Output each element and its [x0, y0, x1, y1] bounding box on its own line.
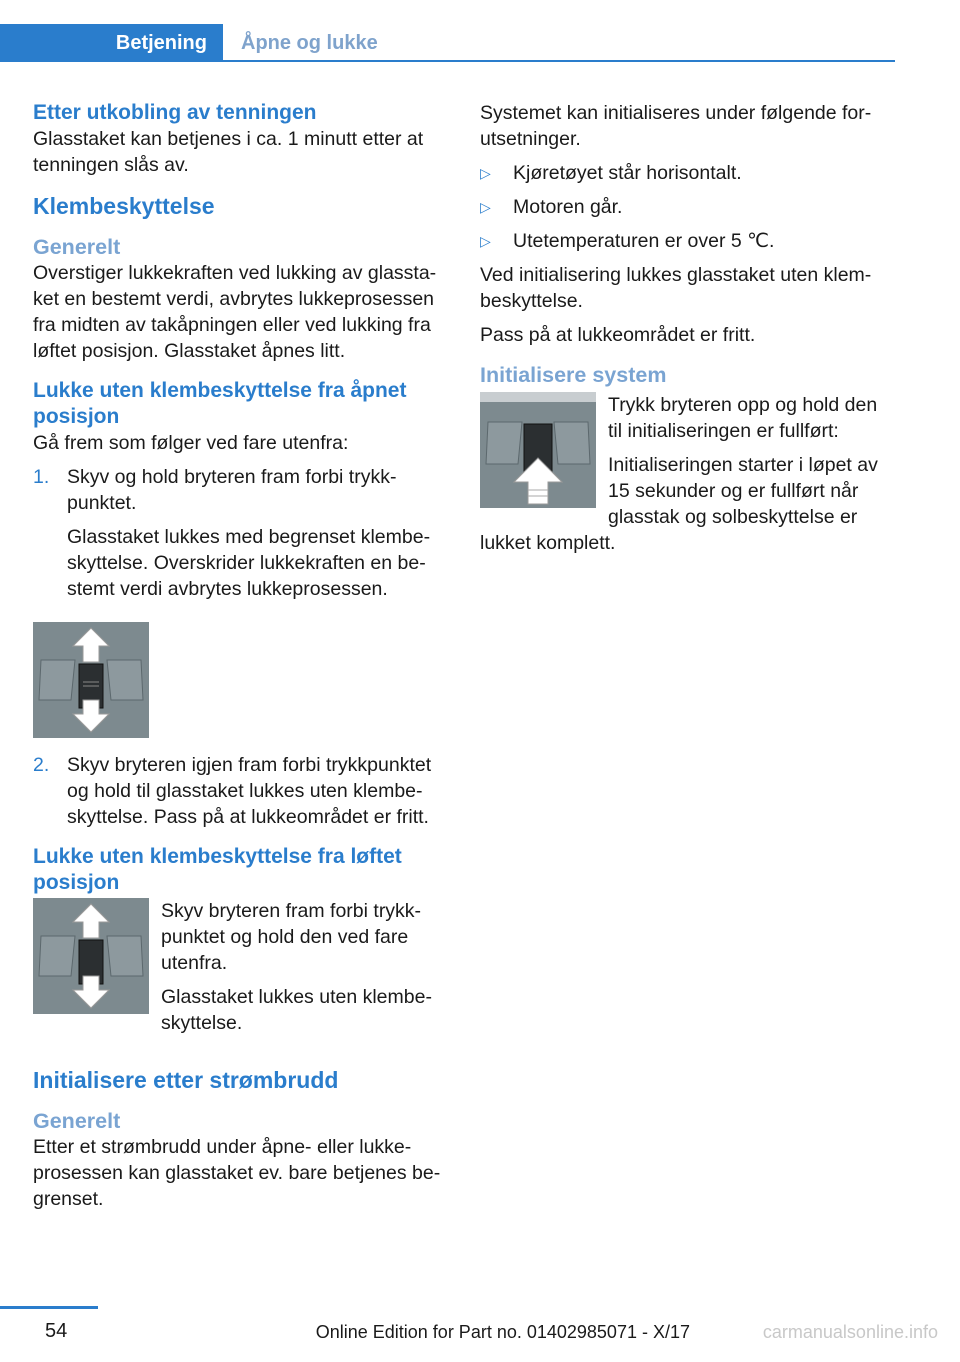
section-title-klembeskyttelse: Klembeskyttelse: [33, 193, 215, 219]
edition-text: Online Edition for Part no. 01402985071 - X/17: [315, 1322, 690, 1342]
list-item: [480, 228, 890, 254]
page-number: 54: [45, 1320, 68, 1342]
header-tabs: [0, 24, 895, 62]
switch-up-illustration: [480, 392, 596, 508]
list-item: [480, 160, 890, 186]
left-column: [33, 100, 448, 1220]
section-title-initialisere-system: Initialisere system: [480, 363, 667, 387]
tab-betjening[interactable]: Betjening: [0, 24, 223, 62]
list-item-step-2: [33, 752, 448, 830]
figure-with-text: [33, 898, 448, 1044]
step-number: 2.: [33, 754, 50, 776]
watermark: carmanualsonline.info: [762, 1322, 938, 1342]
paragraph: Skyv bryteren fram forbi trykk-punktet og hold den ved fare utenfra.: [161, 900, 422, 974]
paragraph: Glasstaket lukkes uten klembe-skyttelse.: [161, 986, 432, 1034]
step-text: Skyv bryteren igjen fram forbi trykkpunktet og hold til glasstaket lukkes uten klembe-skyttelse. Pass på at lukkeområdet er fritt.: [67, 754, 432, 828]
triangle-right-icon: ▷: [480, 165, 491, 181]
paragraph: Etter et strømbrudd under åpne- eller lukke-prosessen kan glasstaket ev. bare betjenes be-grenset.: [33, 1136, 441, 1210]
switch-push-image: [33, 898, 149, 1014]
list-item: [480, 194, 890, 220]
paragraph: Initialiseringen starter i løpet av 15 sekunder og er fullført når glasstak og solbeskyttelse er lukket komplett.: [480, 454, 878, 554]
paragraph: Gå frem som følger ved fare utenfra:: [33, 432, 349, 454]
switch-up-down-illustration: [33, 898, 149, 1014]
bullet-text: Motoren går.: [513, 196, 623, 218]
step-text: Skyv og hold bryteren fram forbi trykk-punktet.: [67, 466, 397, 514]
section-title-loftet-posisjon: Lukke uten klembeskyttelse fra løftet posisjon: [33, 845, 402, 894]
subheading-generelt: Generelt: [33, 1109, 121, 1133]
switch-up-down-illustration: [33, 622, 149, 738]
switch-push-up-image: [480, 392, 596, 508]
paragraph: Systemet kan initialiseres under følgende for-utsetninger.: [480, 102, 872, 150]
subheading-generelt: Generelt: [33, 235, 121, 259]
figure-with-text: [480, 392, 890, 556]
switch-push-image: [33, 622, 149, 738]
right-column: [480, 100, 890, 564]
footer-rule: [0, 1306, 98, 1309]
paragraph: Glasstaket kan betjenes i ca. 1 minutt etter at tenningen slås av.: [33, 128, 424, 176]
paragraph: Overstiger lukkekraften ved lukking av glassta-ket en bestemt verdi, avbrytes lukkeprosessen fra midten av takåpningen eller ved lukking fra løftet posisjon. Glasstaket åpnes litt.: [33, 262, 437, 362]
triangle-right-icon: ▷: [480, 233, 491, 249]
step-number: 1.: [33, 466, 50, 488]
section-title-stromrudd: Initialisere etter strømbrudd: [33, 1067, 339, 1093]
paragraph: Pass på at lukkeområdet er fritt.: [480, 324, 756, 346]
section-title-apnet-posisjon: Lukke uten klembeskyttelse fra åpnet posisjon: [33, 379, 407, 428]
paragraph: Ved initialisering lukkes glasstaket uten klem-beskyttelse.: [480, 264, 872, 312]
tab-apne-og-lukke[interactable]: Åpne og lukke: [241, 32, 378, 54]
section-title-etter-utkobling: Etter utkobling av tenningen: [33, 101, 317, 124]
list-item-step-1: [33, 464, 448, 602]
paragraph: Trykk bryteren opp og hold den til initialiseringen er fullført:: [608, 394, 878, 442]
step-subtext: Glasstaket lukkes med begrenset klembe-skyttelse. Overskrider lukkekraften en be-stemt verdi avbrytes lukkeprosessen.: [67, 526, 431, 600]
bullet-text: Kjøretøyet står horisontalt.: [513, 162, 742, 184]
bullet-text: Utetemperaturen er over 5 ℃.: [513, 230, 775, 252]
triangle-right-icon: ▷: [480, 199, 491, 215]
header-rule: [223, 60, 895, 62]
